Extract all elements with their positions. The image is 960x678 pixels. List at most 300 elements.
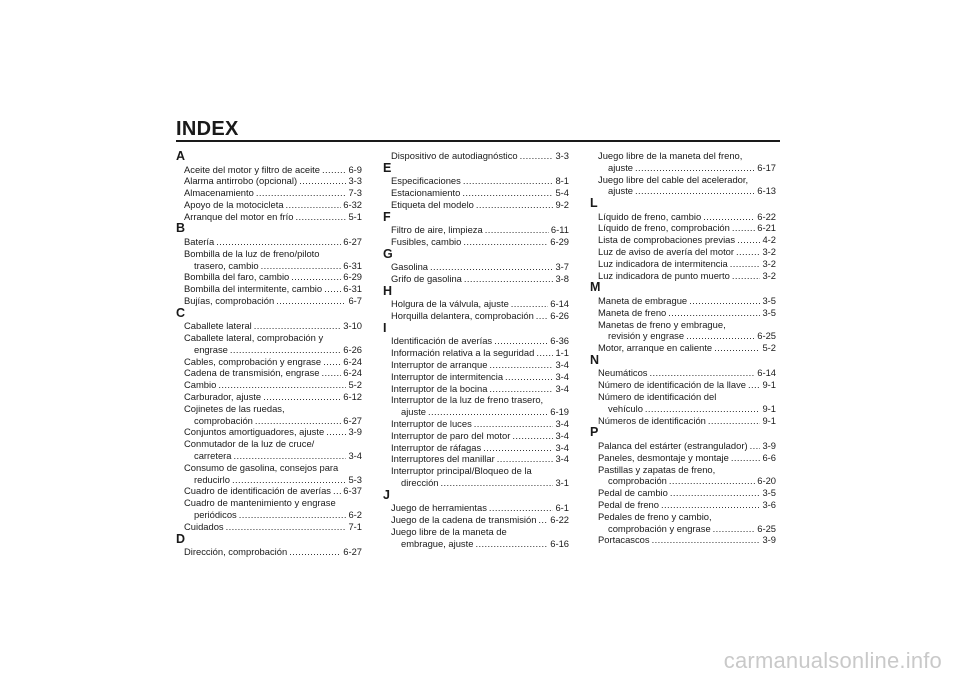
index-letter-heading: P xyxy=(590,425,599,440)
index-entry-text: Aceite del motor y filtro de aceite xyxy=(184,163,321,175)
index-letter-heading: J xyxy=(383,487,390,502)
index-entry xyxy=(383,406,569,418)
dot-leader xyxy=(475,538,548,550)
dot-leader xyxy=(645,403,761,415)
index-entry xyxy=(383,310,569,322)
index-entry-text: Luz indicadora de punto muerto xyxy=(598,269,730,281)
index-entry-text: Gasolina xyxy=(391,261,429,273)
index-entry-page: 3-4 xyxy=(555,441,569,453)
index-entry-page: 6-29 xyxy=(343,271,362,283)
dot-leader xyxy=(483,442,553,454)
index-entry xyxy=(590,475,776,487)
index-entry xyxy=(176,164,362,176)
index-entry xyxy=(176,509,362,521)
index-entry-page: 3-4 xyxy=(348,450,362,462)
index-entry-page: 6-24 xyxy=(343,355,362,367)
index-letter-heading: H xyxy=(383,283,393,298)
index-entry xyxy=(590,487,776,499)
dot-leader xyxy=(748,379,760,391)
index-entry xyxy=(176,344,362,356)
index-entry-text: Número de identificación de la llave xyxy=(598,379,746,391)
index-entry-page: 3-3 xyxy=(348,175,362,187)
index-entry-page: 6-7 xyxy=(348,294,362,306)
index-entry-page: 3-4 xyxy=(555,370,569,382)
dot-leader xyxy=(261,260,342,272)
dot-leader xyxy=(497,453,554,465)
index-entry-text: Cables, comprobación y engrase xyxy=(184,355,322,367)
index-entry xyxy=(383,371,569,383)
index-entry-text: comprobación xyxy=(608,475,667,487)
index-entry xyxy=(176,379,362,391)
index-entry-text: Almacenamiento xyxy=(184,187,254,199)
index-letter-heading: M xyxy=(590,280,601,295)
index-entry-text: Apoyo de la motocicleta xyxy=(184,198,284,210)
index-entry-page: 6-12 xyxy=(343,391,362,403)
index-entry-page: 6-22 xyxy=(550,514,569,526)
index-entry xyxy=(590,222,776,234)
dot-leader xyxy=(652,534,761,546)
index-entry-page: 6-20 xyxy=(757,475,776,487)
index-entry-text: Interruptor de la bocina xyxy=(391,382,488,394)
dot-leader xyxy=(322,164,346,176)
index-entry-page: 3-4 xyxy=(555,359,569,371)
index-entry-text: Cuadro de identificación de averías xyxy=(184,485,331,497)
index-entry-text: Número de identificación del xyxy=(598,391,717,403)
index-letter-heading: C xyxy=(176,305,186,320)
index-entry-page: 6-31 xyxy=(343,259,362,271)
index-entry-text: Dispositivo de autodiagnóstico xyxy=(391,150,518,161)
index-entry-text: Información relativa a la seguridad xyxy=(391,347,535,359)
index-entry-text: Especificaciones xyxy=(391,175,461,187)
index-column-2 xyxy=(383,150,569,550)
index-column-3 xyxy=(590,150,776,546)
index-entry-text: Interruptor de paro del motor xyxy=(391,429,511,441)
index-entry-text: Neumáticos xyxy=(598,367,648,379)
index-entry-page: 6-11 xyxy=(550,224,569,236)
index-entry-page: 7-1 xyxy=(348,520,362,532)
index-entry-text: Juego libre de la maneta de xyxy=(391,525,507,537)
index-entry xyxy=(383,514,569,526)
index-entry xyxy=(383,359,569,371)
dot-leader xyxy=(430,261,553,273)
dot-leader xyxy=(538,514,548,526)
index-entry xyxy=(383,477,569,489)
dot-leader xyxy=(230,344,341,356)
index-entry xyxy=(590,330,776,342)
index-entry-text: Pedal de freno xyxy=(598,498,659,510)
dot-leader xyxy=(737,234,760,246)
watermark: carmanualsonline.info xyxy=(723,648,942,673)
index-entry-page: 1-1 xyxy=(555,347,569,359)
dot-leader xyxy=(511,298,548,310)
index-letter-heading: L xyxy=(590,196,598,211)
index-entry-page: 3-5 xyxy=(762,294,776,306)
index-entry-page: 6-32 xyxy=(343,198,362,210)
index-letter-heading: E xyxy=(383,160,392,175)
index-entry-text: trasero, cambio xyxy=(194,259,259,271)
index-entry xyxy=(590,295,776,307)
index-entry-page: 7-3 xyxy=(348,187,362,199)
index-entry xyxy=(176,391,362,403)
index-entry-text: Portacascos xyxy=(598,534,650,546)
dot-leader xyxy=(670,487,761,499)
index-entry-page: 6-2 xyxy=(348,509,362,521)
index-entry-page: 4-2 xyxy=(762,234,776,246)
index-entry xyxy=(176,187,362,199)
index-entry-text: ajuste xyxy=(608,185,634,197)
index-entry xyxy=(383,298,569,310)
index-entry-page: 5-3 xyxy=(348,473,362,485)
index-entry-page: 9-1 xyxy=(762,414,776,426)
dot-leader xyxy=(299,175,346,187)
index-entry xyxy=(176,283,362,295)
index-entry xyxy=(590,452,776,464)
index-entry xyxy=(176,415,362,427)
index-entry-text: Interruptor de intermitencia xyxy=(391,370,504,382)
index-entry-text: revisión y engrase xyxy=(608,330,685,342)
index-entry-text: Maneta de embrague xyxy=(598,294,688,306)
dot-leader xyxy=(216,236,341,248)
index-entry-page: 9-1 xyxy=(762,379,776,391)
index-entry xyxy=(590,534,776,546)
index-entry xyxy=(383,199,569,211)
index-entry-text: Interruptores del manillar xyxy=(391,453,495,465)
index-entry-text: Interruptor de la luz de freno trasero, xyxy=(391,394,544,406)
dot-leader xyxy=(326,426,346,438)
index-entry-text: Horquilla delantera, comprobación xyxy=(391,310,534,322)
dot-leader xyxy=(474,418,554,430)
index-entry-text: Grifo de gasolina xyxy=(391,273,462,285)
index-entry-text: Etiqueta del modelo xyxy=(391,198,474,210)
index-entry xyxy=(383,224,569,236)
index-entry-text: Pedales de freno y cambio, xyxy=(598,510,712,522)
dot-leader xyxy=(232,474,346,486)
index-letter-heading: D xyxy=(176,531,186,546)
dot-leader xyxy=(650,367,756,379)
index-entry xyxy=(176,175,362,187)
dot-leader xyxy=(732,270,761,282)
index-entry-page: 6-24 xyxy=(343,367,362,379)
dot-leader xyxy=(668,307,760,319)
index-entry-text: Estacionamiento xyxy=(391,187,461,199)
index-entry-text: Juego de herramientas xyxy=(391,502,487,514)
index-entry-page: 6-19 xyxy=(550,406,569,418)
index-entry xyxy=(383,150,569,162)
dot-leader xyxy=(689,295,760,307)
index-entry-text: Líquido de freno, cambio xyxy=(598,210,702,222)
dot-leader xyxy=(322,367,342,379)
index-entry xyxy=(383,453,569,465)
index-entry-text: Motor, arranque en caliente xyxy=(598,342,713,354)
index-entry-page: 6-14 xyxy=(550,298,569,310)
index-entry xyxy=(590,523,776,535)
index-entry-text: Arranque del motor en frío xyxy=(184,210,294,222)
dot-leader xyxy=(494,335,548,347)
index-entry xyxy=(383,187,569,199)
dot-leader xyxy=(489,359,553,371)
index-entry-page: 6-16 xyxy=(550,537,569,549)
index-entry-page: 8-1 xyxy=(555,175,569,187)
index-entry-text: periódicos xyxy=(194,509,237,521)
dot-leader xyxy=(234,450,347,462)
dot-leader xyxy=(263,391,341,403)
index-entry-text: Juego libre del cable del acelerador, xyxy=(598,173,749,185)
index-entry xyxy=(590,211,776,223)
index-entry-page: 3-6 xyxy=(762,498,776,510)
index-entry-text: ajuste xyxy=(608,161,634,173)
index-entry xyxy=(590,415,776,427)
index-entry xyxy=(590,499,776,511)
dot-leader xyxy=(730,258,761,270)
index-entry xyxy=(590,403,776,415)
index-entry xyxy=(590,185,776,197)
dot-leader xyxy=(289,546,341,558)
index-entry xyxy=(176,450,362,462)
index-entry-text: Cojinetes de las ruedas, xyxy=(184,402,285,414)
index-entry-page: 6-27 xyxy=(343,414,362,426)
index-entry-text: Caballete lateral, comprobación y xyxy=(184,332,324,344)
dot-leader xyxy=(505,371,553,383)
index-entry-page: 6-25 xyxy=(757,330,776,342)
dot-leader xyxy=(731,452,761,464)
index-entry xyxy=(176,485,362,497)
dot-leader xyxy=(254,320,341,332)
index-entry xyxy=(590,258,776,270)
dot-leader xyxy=(489,502,554,514)
dot-leader xyxy=(255,415,341,427)
index-entry-text: Interruptor de luces xyxy=(391,418,472,430)
index-entry-text: Interruptor de ráfagas xyxy=(391,441,482,453)
index-entry-text: Interruptor principal/Bloqueo de la xyxy=(391,465,532,477)
dot-leader xyxy=(736,246,760,258)
dot-leader xyxy=(732,222,755,234)
dot-leader xyxy=(750,440,761,452)
title-rule xyxy=(176,140,780,142)
index-entry-text: reducirlo xyxy=(194,473,230,485)
dot-leader xyxy=(286,199,342,211)
index-entry xyxy=(176,236,362,248)
index-entry-text: Bombilla de la luz de freno/piloto xyxy=(184,247,320,259)
index-entry-page: 6-26 xyxy=(343,343,362,355)
index-entry xyxy=(176,546,362,558)
index-entry-text: Pastillas y zapatas de freno, xyxy=(598,463,716,475)
index-entry-text: ajuste xyxy=(401,406,427,418)
index-entry xyxy=(383,347,569,359)
dot-leader xyxy=(714,342,760,354)
index-entry-text: Consumo de gasolina, consejos para xyxy=(184,461,339,473)
index-letter-heading: N xyxy=(590,352,600,367)
index-entry xyxy=(383,502,569,514)
index-letter-heading: G xyxy=(383,246,393,261)
index-entry-page: 5-2 xyxy=(762,342,776,354)
index-entry-text: embrague, ajuste xyxy=(401,537,474,549)
index-entry xyxy=(383,335,569,347)
dot-leader xyxy=(218,379,346,391)
index-entry-text: Cuadro de mantenimiento y engrase xyxy=(184,497,336,509)
index-entry xyxy=(590,342,776,354)
index-entry-page: 9-1 xyxy=(762,402,776,414)
index-entry-page: 9-2 xyxy=(555,198,569,210)
index-entry xyxy=(176,356,362,368)
dot-leader xyxy=(635,162,755,174)
index-entry-text: Dirección, comprobación xyxy=(184,546,288,558)
dot-leader xyxy=(686,330,755,342)
index-entry-page: 6-17 xyxy=(757,161,776,173)
index-entry-text: Luz indicadora de intermitencia xyxy=(598,257,728,269)
index-entry-page: 6-1 xyxy=(555,502,569,514)
index-entry-page: 3-4 xyxy=(555,453,569,465)
index-entry-text: comprobación y engrase xyxy=(608,522,711,534)
index-entry-page: 3-4 xyxy=(555,418,569,430)
index-entry-page: 3-1 xyxy=(555,477,569,489)
index-entry-page: 6-13 xyxy=(757,185,776,197)
index-entry xyxy=(590,246,776,258)
dot-leader xyxy=(463,236,548,248)
index-entry xyxy=(176,426,362,438)
index-entry-text: Filtro de aire, limpieza xyxy=(391,224,483,236)
dot-leader xyxy=(462,187,553,199)
index-entry-page: 3-5 xyxy=(762,487,776,499)
index-entry-text: Holgura de la válvula, ajuste xyxy=(391,298,509,310)
index-entry-text: Cuidados xyxy=(184,520,224,532)
index-entry-text: Manetas de freno y embrague, xyxy=(598,318,726,330)
index-entry-page: 6-22 xyxy=(757,210,776,222)
index-entry-text: carretera xyxy=(194,450,232,462)
index-entry-page: 3-8 xyxy=(555,273,569,285)
index-entry-page: 5-2 xyxy=(348,379,362,391)
index-entry xyxy=(176,320,362,332)
index-entry-text: Cadena de transmisión, engrase xyxy=(184,367,320,379)
dot-leader xyxy=(536,310,548,322)
dot-leader xyxy=(520,150,554,162)
index-entry xyxy=(176,211,362,223)
dot-leader xyxy=(635,185,755,197)
index-entry xyxy=(176,521,362,533)
index-letter-heading: F xyxy=(383,209,391,224)
index-entry-page: 6-31 xyxy=(343,283,362,295)
dot-leader xyxy=(291,271,341,283)
dot-leader xyxy=(708,415,761,427)
index-entry xyxy=(383,538,569,550)
index-entry-page: 3-4 xyxy=(555,429,569,441)
index-entry xyxy=(590,234,776,246)
index-entry-text: Palanca del estárter (estrangulador) xyxy=(598,439,748,451)
dot-leader xyxy=(489,383,553,395)
index-entry xyxy=(383,442,569,454)
index-entry-page: 3-9 xyxy=(762,439,776,451)
dot-leader xyxy=(239,509,347,521)
dot-leader xyxy=(463,175,554,187)
index-entry-text: Lista de comprobaciones previas xyxy=(598,234,736,246)
index-entry xyxy=(176,199,362,211)
index-entry-text: Batería xyxy=(184,235,215,247)
dot-leader xyxy=(713,523,756,535)
dot-leader xyxy=(485,224,549,236)
index-entry-text: Juego de la cadena de transmisión xyxy=(391,514,537,526)
index-entry-page: 3-2 xyxy=(762,257,776,269)
index-entry-page: 3-3 xyxy=(555,150,569,161)
dot-leader xyxy=(476,199,554,211)
index-column-1 xyxy=(176,150,362,558)
index-entry-page: 6-36 xyxy=(550,335,569,347)
index-entry-text: Líquido de freno, comprobación xyxy=(598,222,730,234)
dot-leader xyxy=(324,283,341,295)
index-entry xyxy=(176,271,362,283)
index-entry-text: Paneles, desmontaje y montaje xyxy=(598,451,729,463)
dot-leader xyxy=(428,406,548,418)
index-entry-page: 3-2 xyxy=(762,269,776,281)
index-entry-text: Bujías, comprobación xyxy=(184,294,275,306)
index-entry xyxy=(176,260,362,272)
index-entry-text: Conjuntos amortiguadores, ajuste xyxy=(184,426,325,438)
index-entry-page: 6-26 xyxy=(550,310,569,322)
index-entry xyxy=(383,261,569,273)
index-entry-page: 6-25 xyxy=(757,522,776,534)
index-entry xyxy=(590,162,776,174)
dot-leader xyxy=(333,485,341,497)
index-entry-page: 3-2 xyxy=(762,246,776,258)
page-title: INDEX xyxy=(176,118,239,140)
index-entry xyxy=(383,175,569,187)
index-entry-text: vehículo xyxy=(608,402,643,414)
index-entry-page: 6-27 xyxy=(343,546,362,558)
index-entry-text: Interruptor de arranque xyxy=(391,359,488,371)
index-entry-page: 6-21 xyxy=(757,222,776,234)
dot-leader xyxy=(295,211,346,223)
index-entry-text: Carburador, ajuste xyxy=(184,391,262,403)
index-entry-page: 6-14 xyxy=(757,367,776,379)
index-entry-text: Cambio xyxy=(184,379,217,391)
index-entry-page: 5-1 xyxy=(348,210,362,222)
index-entry xyxy=(590,440,776,452)
index-entry xyxy=(590,379,776,391)
index-entry-text: comprobación xyxy=(194,414,253,426)
index-entry-page: 6-27 xyxy=(343,235,362,247)
dot-leader xyxy=(669,475,755,487)
index-entry xyxy=(590,270,776,282)
index-entry-page: 3-9 xyxy=(762,534,776,546)
index-entry-page: 3-9 xyxy=(348,426,362,438)
dot-leader xyxy=(323,356,341,368)
index-entry-text: dirección xyxy=(401,477,439,489)
index-entry-text: Conmutador de la luz de cruce/ xyxy=(184,438,315,450)
dot-leader xyxy=(536,347,553,359)
dot-leader xyxy=(276,295,346,307)
index-entry-text: Pedal de cambio xyxy=(598,487,668,499)
index-entry xyxy=(590,367,776,379)
index-entry xyxy=(383,236,569,248)
index-entry-text: Maneta de freno xyxy=(598,306,667,318)
dot-leader xyxy=(226,521,347,533)
index-entry-page: 6-9 xyxy=(348,163,362,175)
index-entry-text: Fusibles, cambio xyxy=(391,235,462,247)
index-entry xyxy=(383,273,569,285)
index-entry-page: 5-4 xyxy=(555,187,569,199)
index-entry-text: Juego libre de la maneta del freno, xyxy=(598,150,743,161)
index-letter-heading: B xyxy=(176,221,186,236)
index-entry xyxy=(383,383,569,395)
index-entry-text: Números de identificación xyxy=(598,414,706,426)
index-entry-text: Luz de aviso de avería del motor xyxy=(598,246,735,258)
index-entry xyxy=(383,430,569,442)
index-entry xyxy=(590,307,776,319)
index-letter-heading: A xyxy=(176,149,186,163)
index-entry-text: Identificación de averías xyxy=(391,335,493,347)
index-entry xyxy=(383,418,569,430)
index-entry-text: Bombilla del faro, cambio xyxy=(184,271,290,283)
index-entry-page: 3-7 xyxy=(555,261,569,273)
index-entry xyxy=(176,295,362,307)
